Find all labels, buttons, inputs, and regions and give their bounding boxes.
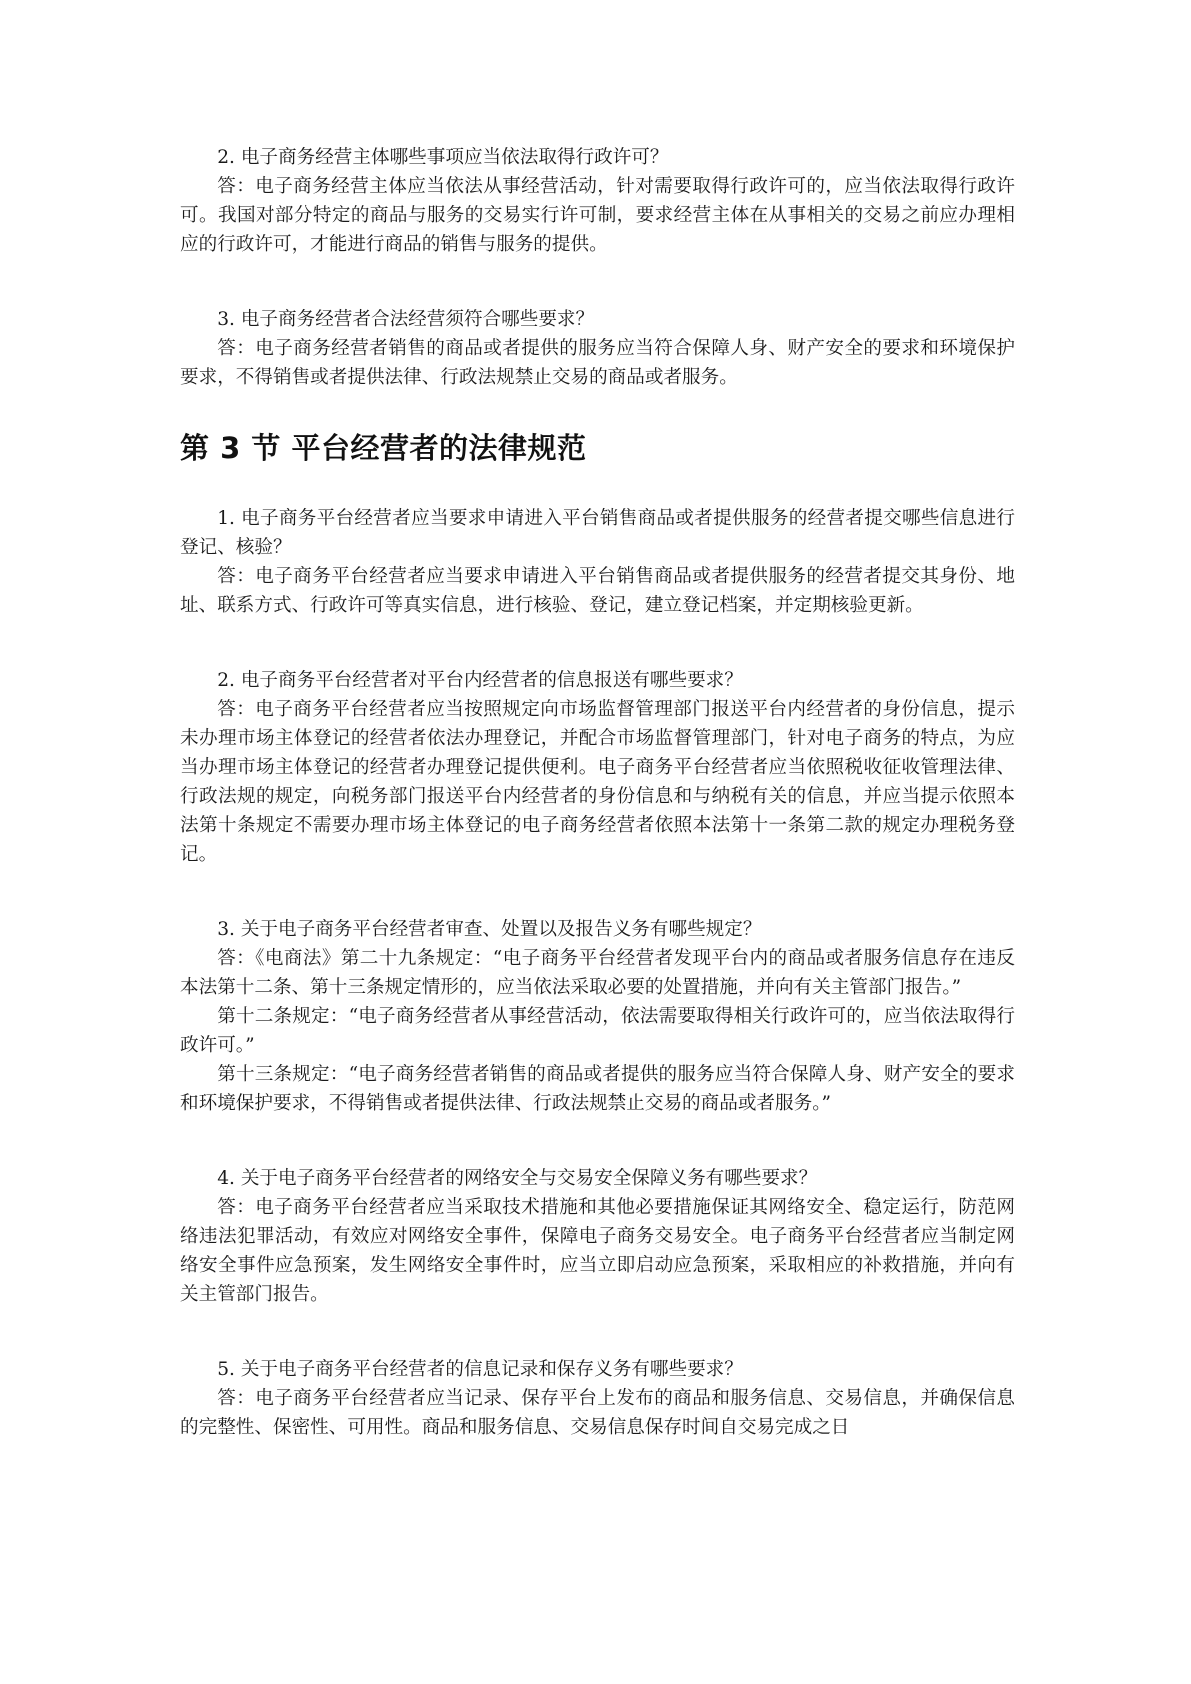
document-page <box>180 143 1015 1488</box>
answer-paragraph: 答：电子商务经营者销售的商品或者提供的服务应当符合保障人身、财产安全的要求和环境保护要求，不得销售或者提供法律、行政法规禁止交易的商品或者服务。 <box>180 338 1015 388</box>
qa-item <box>180 1164 1015 1309</box>
question: 1. 电子商务平台经营者应当要求申请进入平台销售商品或者提供服务的经营者提交哪些信息进行登记、核验？ <box>180 508 1015 558</box>
qa-item <box>180 666 1015 869</box>
answer-paragraph: 第十二条规定：“电子商务经营者从事经营活动，依法需要取得相关行政许可的，应当依法取得行政许可。” <box>180 1006 1015 1056</box>
answer-paragraph: 答：《电商法》第二十九条规定：“电子商务平台经营者发现平台内的商品或者服务信息存在违反本法第十二条、第十三条规定情形的，应当依法采取必要的处置措施，并向有关主管部门报告。” <box>180 948 1015 998</box>
question: 2. 电子商务平台经营者对平台内经营者的信息报送有哪些要求？ <box>217 670 743 691</box>
question: 2. 电子商务经营主体哪些事项应当依法取得行政许可？ <box>217 147 669 168</box>
qa-item <box>180 143 1015 259</box>
qa-item <box>180 305 1015 392</box>
answer-paragraph: 第十三条规定：“电子商务经营者销售的商品或者提供的服务应当符合保障人身、财产安全的要求和环境保护要求，不得销售或者提供法律、行政法规禁止交易的商品或者服务。” <box>180 1064 1015 1114</box>
answer-paragraph: 答：电子商务平台经营者应当按照规定向市场监督管理部门报送平台内经营者的身份信息，提示未办理市场主体登记的经营者依法办理登记，并配合市场监督管理部门，针对电子商务的特点，为应当办理市场主体登记的经营者办理登记提供便利。电子商务平台经营者应当依照税收征收管理法律、行政法规的规定，向税务部门报送平台内经营者的身份信息和与纳税有关的信息，并应当提示依照本法第十条规定不需要办理市场主体登记的电子商务经营者依照本法第十一条第二款的规定办理税务登记。 <box>180 699 1015 865</box>
question: 4. 关于电子商务平台经营者的网络安全与交易安全保障义务有哪些要求？ <box>217 1168 818 1189</box>
qa-item <box>180 1355 1015 1442</box>
answer-paragraph: 答：电子商务平台经营者应当要求申请进入平台销售商品或者提供服务的经营者提交其身份、地址、联系方式、行政许可等真实信息，进行核验、登记，建立登记档案，并定期核验更新。 <box>180 566 1015 616</box>
qa-item <box>180 504 1015 620</box>
question: 3. 关于电子商务平台经营者审查、处置以及报告义务有哪些规定？ <box>217 919 762 940</box>
answer-paragraph: 答：电子商务经营主体应当依法从事经营活动，针对需要取得行政许可的，应当依法取得行政许可。我国对部分特定的商品与服务的交易实行许可制，要求经营主体在从事相关的交易之前应办理相应的行政许可，才能进行商品的销售与服务的提供。 <box>180 176 1015 255</box>
answer-paragraph: 答：电子商务平台经营者应当记录、保存平台上发布的商品和服务信息、交易信息，并确保信息的完整性、保密性、可用性。商品和服务信息、交易信息保存时间自交易完成之日 <box>180 1388 1015 1438</box>
section-title: 第 3 节 平台经营者的法律规范 <box>180 431 587 465</box>
question: 5. 关于电子商务平台经营者的信息记录和保存义务有哪些要求？ <box>217 1359 743 1380</box>
question: 3. 电子商务经营者合法经营须符合哪些要求？ <box>217 309 595 330</box>
answer-paragraph: 答：电子商务平台经营者应当采取技术措施和其他必要措施保证其网络安全、稳定运行，防范网络违法犯罪活动，有效应对网络安全事件，保障电子商务交易安全。电子商务平台经营者应当制定网络安全事件应急预案，发生网络安全事件时，应当立即启动应急预案，采取相应的补救措施，并向有关主管部门报告。 <box>180 1197 1015 1305</box>
qa-item <box>180 915 1015 1118</box>
